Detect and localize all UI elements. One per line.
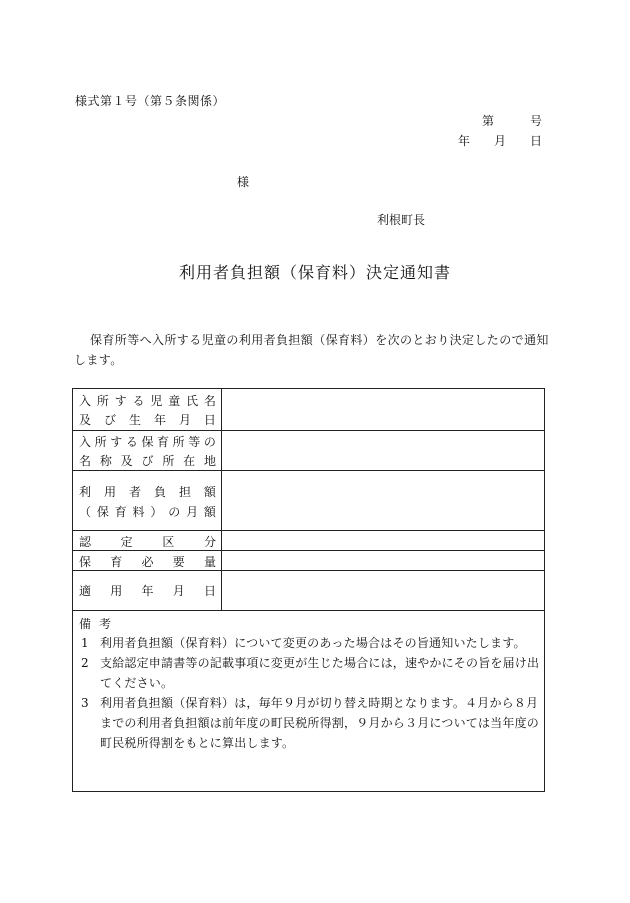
remarks-title: 備考: [79, 617, 120, 631]
table-row-child: [73, 389, 544, 431]
table-row-facility: [73, 431, 544, 471]
sender: 利根町長: [377, 213, 426, 227]
table-row-fee: [73, 471, 544, 531]
table-row-certification: [73, 531, 544, 551]
value-monthly-fee[interactable]: [222, 471, 544, 530]
note-item: [81, 633, 541, 653]
label-line-1: 入 所 す る 児 童 氏 名: [79, 394, 216, 408]
body-text: 保育所等へ入所する児童の利用者負担額（保育料）を次のとおり決定したので通知します。: [74, 333, 549, 367]
label-line-2: （ 保 育 料 ） の 月 額: [79, 505, 216, 519]
label-line-2: 名 称 及 び 所 在 地: [79, 454, 216, 468]
label-effective-date: [73, 571, 222, 610]
label-child-name-birthdate: [73, 389, 222, 430]
document-title: 利用者負担額（保育料）決定通知書: [178, 263, 451, 282]
label-line-1: 入 所 す る 保 育 所 等 の: [79, 435, 216, 449]
number-prefix: 第: [482, 114, 495, 128]
value-certification-category[interactable]: [222, 531, 544, 550]
label-line-1: 保 育 必 要 量: [79, 555, 216, 569]
note-item: [81, 693, 541, 753]
value-care-amount[interactable]: [222, 551, 544, 570]
table-row-care-amount: [73, 551, 544, 571]
notification-table: [72, 388, 545, 792]
form-number: 様式第１号（第５条関係）: [75, 94, 226, 108]
note-text: 支給認定申請書等の記載事項に変更が生じた場合には，速やかにその旨を届け出てください。: [100, 656, 540, 690]
label-line-1: 認 定 区 分: [79, 535, 216, 549]
value-effective-date[interactable]: [222, 571, 544, 610]
label-line-2: 及 び 生 年 月 日: [79, 413, 216, 427]
note-number: 1: [81, 636, 89, 650]
label-line-1: 適 用 年 月 日: [79, 584, 216, 598]
table-row-effective-date: [73, 571, 544, 611]
addressee-suffix: 様: [237, 175, 250, 189]
value-facility-name-address[interactable]: [222, 431, 544, 470]
label-monthly-fee: [73, 471, 222, 530]
note-item: [81, 653, 541, 693]
label-care-amount: [73, 551, 222, 570]
note-number: 3: [81, 696, 89, 710]
note-number: 2: [81, 656, 89, 670]
date-day: 日: [530, 134, 543, 148]
remarks-section: [73, 611, 544, 791]
label-facility-name-address: [73, 431, 222, 470]
label-line-1: 利 用 者 負 担 額: [79, 485, 216, 499]
issue-date: [458, 132, 542, 149]
date-year: 年: [458, 134, 471, 148]
number-suffix: 号: [530, 114, 543, 128]
note-text: 利用者負担額（保育料）について変更のあった場合はその旨通知いたします。: [100, 636, 526, 650]
date-month: 月: [494, 134, 507, 148]
label-certification-category: [73, 531, 222, 550]
note-text: 利用者負担額（保育料）は，毎年９月が切り替え時期となります。４月から８月までの利用者負担額は前年度の町民税所得割，９月から３月については当年度の町民税所得割をもとに算出します。: [100, 696, 539, 750]
document-number: [482, 112, 542, 129]
value-child-name-birthdate[interactable]: [222, 389, 544, 430]
